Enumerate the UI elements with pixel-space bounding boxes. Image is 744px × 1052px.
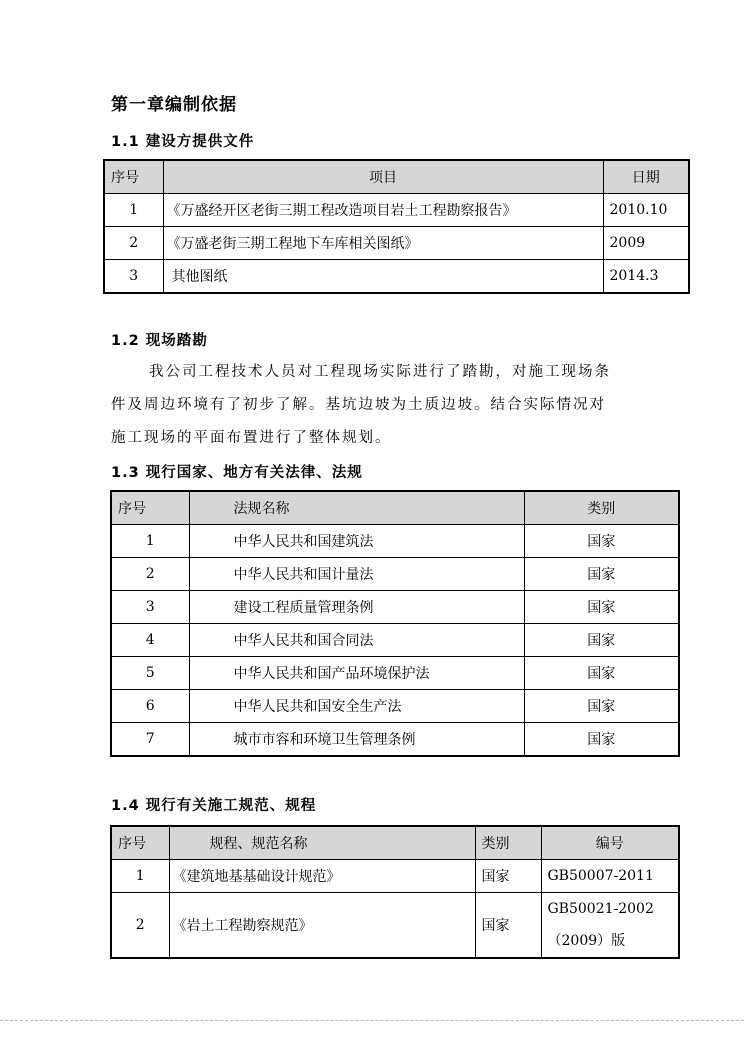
code-number-cell xyxy=(541,893,679,959)
table-row xyxy=(111,558,679,591)
law-name: 建设工程质量管理条例 xyxy=(189,591,524,624)
table-row xyxy=(111,624,679,657)
table-row xyxy=(111,723,679,757)
table-header-row xyxy=(111,826,679,860)
header-cell: 编号 xyxy=(541,826,679,860)
table-row xyxy=(111,657,679,690)
header-cell: 序号 xyxy=(111,826,169,860)
row-number: 3 xyxy=(104,260,163,294)
code-number: GB50007-2011 xyxy=(541,860,679,893)
law-category: 国家 xyxy=(524,657,679,690)
law-category: 国家 xyxy=(524,591,679,624)
law-category: 国家 xyxy=(524,624,679,657)
table-row xyxy=(111,893,679,959)
document-date: 2009 xyxy=(603,227,689,260)
row-number: 5 xyxy=(111,657,189,690)
site-survey-paragraph xyxy=(111,356,651,455)
law-category: 国家 xyxy=(524,525,679,558)
table-header-row xyxy=(104,160,689,194)
row-number: 1 xyxy=(111,525,189,558)
row-number: 4 xyxy=(111,624,189,657)
header-cell: 规程、规范名称 xyxy=(169,826,475,860)
row-number: 2 xyxy=(111,893,169,959)
code-name: 《建筑地基基础设计规范》 xyxy=(169,860,475,893)
law-name: 中华人民共和国合同法 xyxy=(189,624,524,657)
row-number: 1 xyxy=(111,860,169,893)
document-name: 《万盛老街三期工程地下车库相关图纸》 xyxy=(163,227,603,260)
row-number: 6 xyxy=(111,690,189,723)
law-name: 中华人民共和国产品环境保护法 xyxy=(189,657,524,690)
document-name: 其他图纸 xyxy=(163,260,603,294)
construction-codes-table xyxy=(110,825,680,959)
law-category: 国家 xyxy=(524,723,679,757)
header-cell: 法规名称 xyxy=(189,491,524,525)
section-title-1-2: 1.2 现场踏勘 xyxy=(111,333,208,349)
provided-documents-table xyxy=(103,159,690,294)
law-category: 国家 xyxy=(524,558,679,591)
row-number: 7 xyxy=(111,723,189,757)
code-category: 国家 xyxy=(475,893,541,959)
header-cell: 类别 xyxy=(475,826,541,860)
law-name: 中华人民共和国计量法 xyxy=(189,558,524,591)
code-category: 国家 xyxy=(475,860,541,893)
header-cell: 日期 xyxy=(603,160,689,194)
paragraph-line: 施工现场的平面布置进行了整体规划。 xyxy=(111,430,392,446)
table-row xyxy=(104,260,689,294)
laws-regulations-table xyxy=(110,490,680,757)
law-name: 中华人民共和国建筑法 xyxy=(189,525,524,558)
row-number: 1 xyxy=(104,194,163,227)
code-edition: （2009）版 xyxy=(547,933,626,949)
section-title-1-3: 1.3 现行国家、地方有关法律、法规 xyxy=(111,465,363,481)
table-row xyxy=(104,227,689,260)
row-number: 2 xyxy=(104,227,163,260)
document-name: 《万盛经开区老街三期工程改造项目岩土工程勘察报告》 xyxy=(163,194,603,227)
table-row xyxy=(111,525,679,558)
header-cell: 序号 xyxy=(111,491,189,525)
header-cell: 序号 xyxy=(104,160,163,194)
code-name: 《岩土工程勘察规范》 xyxy=(169,893,475,959)
law-name: 中华人民共和国安全生产法 xyxy=(189,690,524,723)
header-cell: 项目 xyxy=(163,160,603,194)
paragraph-line: 件及周边环境有了初步了解。基坑边坡为土质边坡。结合实际情况对 xyxy=(111,397,606,413)
document-date: 2014.3 xyxy=(603,260,689,294)
table-row xyxy=(111,860,679,893)
code-number: GB50021-2002 xyxy=(547,901,654,917)
section-title-1-4: 1.4 现行有关施工规范、规程 xyxy=(111,798,317,814)
law-category: 国家 xyxy=(524,690,679,723)
paragraph-line: 我公司工程技术人员对工程现场实际进行了踏勘，对施工现场条 xyxy=(149,364,611,380)
section-title-1-1: 1.1 建设方提供文件 xyxy=(111,134,255,150)
table-header-row xyxy=(111,491,679,525)
chapter-title: 第一章编制依据 xyxy=(111,95,237,115)
row-number: 3 xyxy=(111,591,189,624)
law-name: 城市市容和环境卫生管理条例 xyxy=(189,723,524,757)
table-row xyxy=(111,591,679,624)
table-row xyxy=(111,690,679,723)
row-number: 2 xyxy=(111,558,189,591)
page-footer-divider xyxy=(0,1020,744,1021)
header-cell: 类别 xyxy=(524,491,679,525)
table-row xyxy=(104,194,689,227)
document-date: 2010.10 xyxy=(603,194,689,227)
